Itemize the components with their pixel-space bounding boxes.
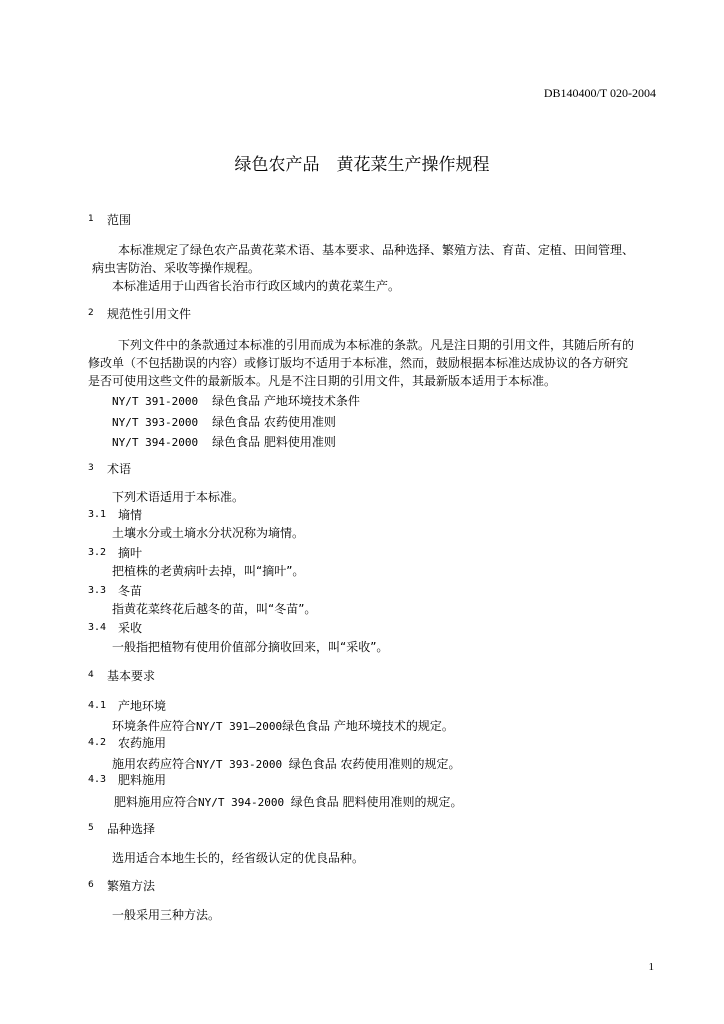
section-5-heading: 品种选择 <box>107 822 156 836</box>
requirement-prefix: 施用农药应符合 <box>112 757 197 771</box>
section-1-paragraph-1a: 本标准规定了绿色农产品黄花菜术语、基本要求、品种选择、繁殖方法、育苗、定植、田间管理、 <box>118 243 635 257</box>
requirement-number: 4.3 <box>88 774 107 785</box>
section-3-heading: 术语 <box>107 462 132 476</box>
section-5-paragraph: 选用适合本地生长的，经省级认定的优良品种。 <box>112 851 365 865</box>
term-number: 3.2 <box>88 547 107 558</box>
reference-item <box>112 411 336 430</box>
term-number: 3.4 <box>88 622 107 633</box>
section-4-number: 4 <box>88 670 94 680</box>
reference-name: 绿色食品 产地环境技术条件 <box>212 394 360 408</box>
document-number: DB140400/T 020-2004 <box>543 86 656 100</box>
term-number: 3.1 <box>88 509 107 520</box>
reference-code: NY/T 393-2000 <box>112 416 199 429</box>
requirement-code: NY/T 391—2000 <box>196 720 283 733</box>
requirement-name: 农药施用 <box>118 736 167 750</box>
section-1-heading: 范围 <box>107 213 132 227</box>
section-4-heading: 基本要求 <box>107 669 156 683</box>
section-2-paragraph-1b: 修改单（不包括勘误的内容）或修订版均不适用于本标准，然而，鼓励根据本标准达成协议的各方研究 <box>88 356 629 370</box>
term-definition: 一般指把植物有使用价值部分摘收回来，叫“采收”。 <box>112 640 389 654</box>
reference-item <box>112 431 336 450</box>
requirement-code: NY/T 394-2000 <box>198 796 291 809</box>
section-3-number: 3 <box>88 463 94 473</box>
section-3-intro: 下列术语适用于本标准。 <box>112 490 245 504</box>
term-name: 摘叶 <box>118 546 143 560</box>
term-definition: 指黄花菜终花后越冬的苗，叫“冬苗”。 <box>112 602 317 616</box>
section-6-paragraph: 一般采用三种方法。 <box>112 908 221 922</box>
requirement-text <box>112 715 454 734</box>
section-2-heading: 规范性引用文件 <box>107 307 192 321</box>
section-2-paragraph-1c: 是否可使用这些文件的最新版本。凡是不注日期的引用文件，其最新版本适用于本标准。 <box>88 374 557 388</box>
reference-item <box>112 390 360 409</box>
reference-code: NY/T 394-2000 <box>112 436 199 449</box>
term-number: 3.3 <box>88 585 107 596</box>
requirement-suffix: 绿色食品 肥料使用准则的规定。 <box>290 795 463 809</box>
section-1-paragraph-1b: 病虫害防治、采收等操作规程。 <box>92 261 261 275</box>
requirement-number: 4.1 <box>88 700 107 711</box>
requirement-text <box>112 753 461 772</box>
requirement-suffix: 绿色食品 产地环境技术的规定。 <box>282 719 454 733</box>
term-name: 墒情 <box>118 508 143 522</box>
page-number: 1 <box>648 961 654 973</box>
section-6-number: 6 <box>88 880 94 890</box>
term-definition: 土壤水分或土墒水分状况称为墒情。 <box>112 526 305 540</box>
requirement-prefix: 环境条件应符合 <box>112 719 197 733</box>
requirement-name: 产地环境 <box>118 699 167 713</box>
section-2-paragraph-1a: 下列文件中的条款通过本标准的引用而成为本标准的条款。凡是注日期的引用文件，其随后所有的 <box>118 338 635 352</box>
reference-code: NY/T 391-2000 <box>112 395 199 408</box>
term-definition: 把植株的老黄病叶去掉，叫“摘叶”。 <box>112 564 305 578</box>
requirement-number: 4.2 <box>88 737 107 748</box>
reference-name: 绿色食品 肥料使用准则 <box>212 435 336 449</box>
requirement-code: NY/T 393-2000 <box>196 758 289 771</box>
section-1-paragraph-2: 本标准适用于山西省长治市行政区域内的黄花菜生产。 <box>112 279 401 293</box>
term-name: 采收 <box>118 621 143 635</box>
requirement-name: 肥料施用 <box>118 773 167 787</box>
section-2-number: 2 <box>88 308 94 318</box>
requirement-text <box>114 791 463 810</box>
section-1-number: 1 <box>88 214 94 224</box>
requirement-suffix: 绿色食品 农药使用准则的规定。 <box>288 757 461 771</box>
reference-name: 绿色食品 农药使用准则 <box>212 415 336 429</box>
page-title: 绿色农产品 黄花菜生产操作规程 <box>234 155 490 175</box>
requirement-prefix: 肥料施用应符合 <box>114 795 199 809</box>
term-name: 冬苗 <box>118 584 143 598</box>
section-5-number: 5 <box>88 823 94 833</box>
section-6-heading: 繁殖方法 <box>107 879 156 893</box>
